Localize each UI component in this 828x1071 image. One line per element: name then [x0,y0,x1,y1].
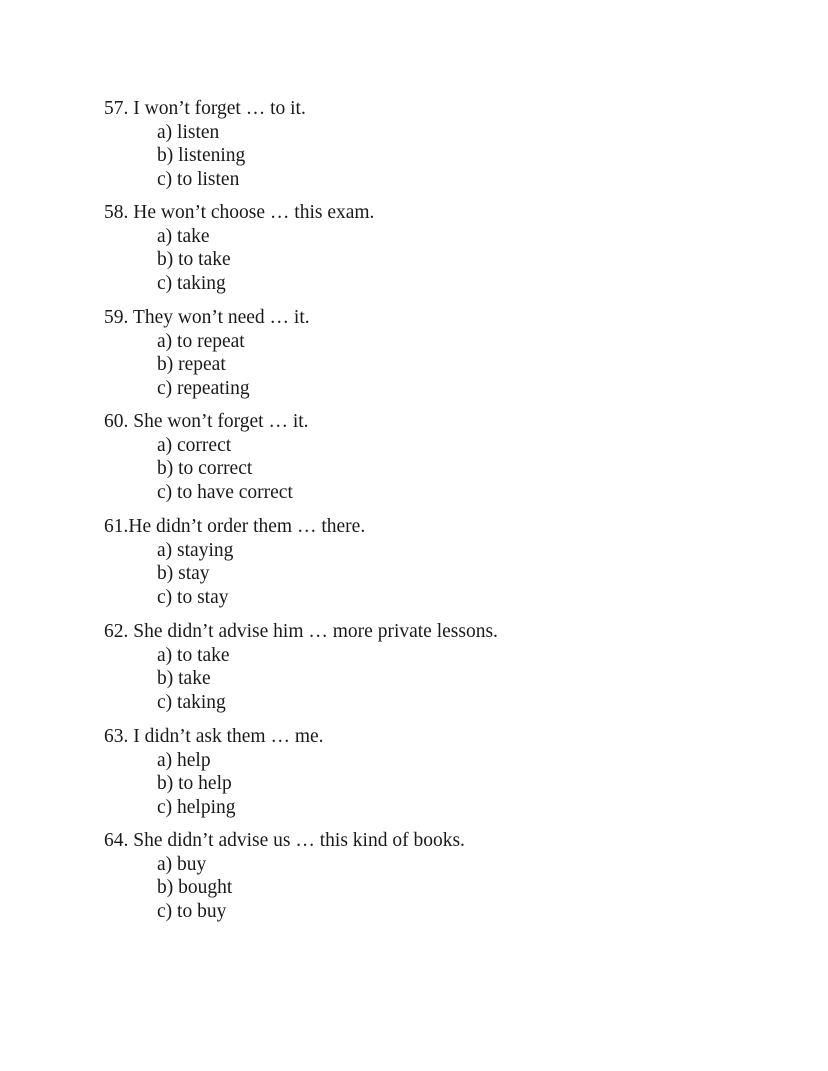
question-prompt [104,725,744,749]
option-c[interactable]: c) to have correct [157,481,293,503]
option-b[interactable]: b) to take [157,249,231,270]
option-c[interactable]: c) repeating [157,377,250,399]
answer-options [104,853,744,924]
question-60 [104,410,744,504]
option-b[interactable]: b) to correct [157,458,253,479]
question-sentence: He didn’t order them … there. [128,516,366,537]
question-sentence: I won’t forget … to it. [133,98,306,119]
question-prompt [104,410,744,434]
question-prompt [104,620,744,644]
option-c[interactable]: c) helping [157,796,236,818]
question-prompt [104,201,744,225]
option-b[interactable]: b) stay [157,563,210,584]
question-prompt [104,829,744,853]
question-number: 62. [104,621,129,642]
question-57 [104,97,744,191]
option-a[interactable]: a) correct [157,434,232,456]
answer-options [104,539,744,610]
question-number: 64. [104,830,129,851]
question-prompt [104,306,744,330]
question-64 [104,829,744,923]
question-number: 58. [104,202,129,223]
question-prompt [104,515,744,539]
answer-options [104,749,744,820]
question-59 [104,306,744,400]
answer-options [104,225,744,296]
question-63 [104,725,744,819]
question-number: 59. [104,307,129,328]
question-sentence: I didn’t ask them … me. [133,726,324,747]
option-b[interactable]: b) take [157,668,211,689]
option-b[interactable]: b) bought [157,877,233,898]
option-b[interactable]: b) repeat [157,354,226,375]
question-prompt [104,97,744,121]
question-sentence: She won’t forget … it. [133,411,309,432]
option-c[interactable]: c) to listen [157,168,240,190]
question-sentence: He won’t choose … this exam. [133,202,375,223]
question-number: 57. [104,98,129,119]
question-58 [104,201,744,295]
question-number: 61. [104,516,129,537]
option-b[interactable]: b) to help [157,773,232,794]
question-sentence: She didn’t advise him … more private lessons. [133,621,498,642]
question-number: 60. [104,411,129,432]
option-a[interactable]: a) staying [157,539,234,561]
answer-options [104,644,744,715]
option-a[interactable]: a) to repeat [157,330,245,352]
option-c[interactable]: c) to buy [157,900,227,922]
answer-options [104,330,744,401]
question-61 [104,515,744,609]
answer-options [104,121,744,192]
option-c[interactable]: c) taking [157,691,226,713]
option-a[interactable]: a) buy [157,853,207,875]
option-a[interactable]: a) listen [157,121,220,143]
question-number: 63. [104,726,129,747]
question-sentence: She didn’t advise us … this kind of books. [133,830,465,851]
option-b[interactable]: b) listening [157,145,246,166]
question-62 [104,620,744,714]
option-c[interactable]: c) to stay [157,586,229,608]
option-c[interactable]: c) taking [157,272,226,294]
option-a[interactable]: a) to take [157,644,230,666]
option-a[interactable]: a) help [157,749,211,771]
answer-options [104,434,744,505]
option-a[interactable]: a) take [157,225,210,247]
question-sentence: They won’t need … it. [132,307,310,328]
